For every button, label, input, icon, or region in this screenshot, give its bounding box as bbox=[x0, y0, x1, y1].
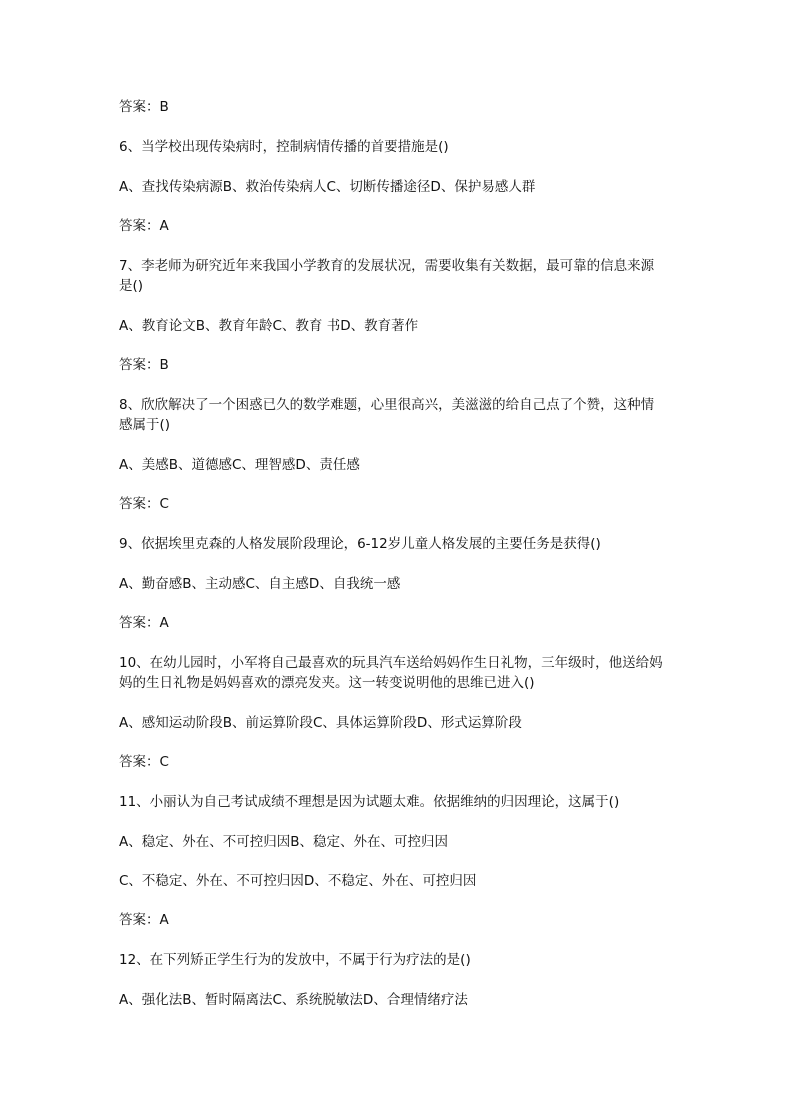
options-7: A、教育论文B、教育年龄C、教育 书D、教育著作 bbox=[119, 318, 419, 334]
options-12: A、强化法B、暂时隔离法C、系统脱敏法D、合理情绪疗法 bbox=[119, 992, 468, 1008]
options-11-cd: C、不稳定、外在、不可控归因D、不稳定、外在、可控归因 bbox=[119, 873, 477, 889]
question-11: 11、小丽认为自己考试成绩不理想是因为试题太难。依据维纳的归因理论，这属于() bbox=[119, 794, 620, 810]
answer-10: 答案：C bbox=[119, 754, 169, 770]
answer-9: 答案：A bbox=[119, 615, 169, 631]
options-8: A、美感B、道德感C、理智感D、责任感 bbox=[119, 457, 360, 473]
options-6: A、查找传染病源B、救治传染病人C、切断传播途径D、保护易感人群 bbox=[119, 179, 536, 195]
answer-11: 答案：A bbox=[119, 912, 169, 928]
options-10: A、感知运动阶段B、前运算阶段C、具体运算阶段D、形式运算阶段 bbox=[119, 715, 522, 731]
answer-8: 答案：C bbox=[119, 496, 169, 512]
question-10: 10、在幼儿园时，小军将自己最喜欢的玩具汽车送给妈妈作生日礼物，三年级时，他送给妈妈的生日礼物是妈妈喜欢的漂亮发夹。这一转变说明他的思维已进入() bbox=[119, 655, 663, 691]
answer-5: 答案：B bbox=[119, 99, 169, 115]
question-12: 12、在下列矫正学生行为的发放中，不属于行为疗法的是() bbox=[119, 952, 471, 968]
question-8: 8、欣欣解决了一个困惑已久的数学难题，心里很高兴，美滋滋的给自己点了个赞，这种情感属于() bbox=[119, 397, 655, 433]
question-9: 9、依据埃里克森的人格发展阶段理论，6-12岁儿童人格发展的主要任务是获得() bbox=[119, 536, 601, 552]
answer-6: 答案：A bbox=[119, 218, 169, 234]
question-6: 6、当学校出现传染病时，控制病情传播的首要措施是() bbox=[119, 139, 449, 155]
answer-7: 答案：B bbox=[119, 357, 169, 373]
options-11-ab: A、稳定、外在、不可控归因B、稳定、外在、可控归因 bbox=[119, 834, 448, 850]
options-9: A、勤奋感B、主动感C、自主感D、自我统一感 bbox=[119, 576, 401, 592]
question-7: 7、李老师为研究近年来我国小学教育的发展状况，需要收集有关数据，最可靠的信息来源是() bbox=[119, 258, 655, 294]
